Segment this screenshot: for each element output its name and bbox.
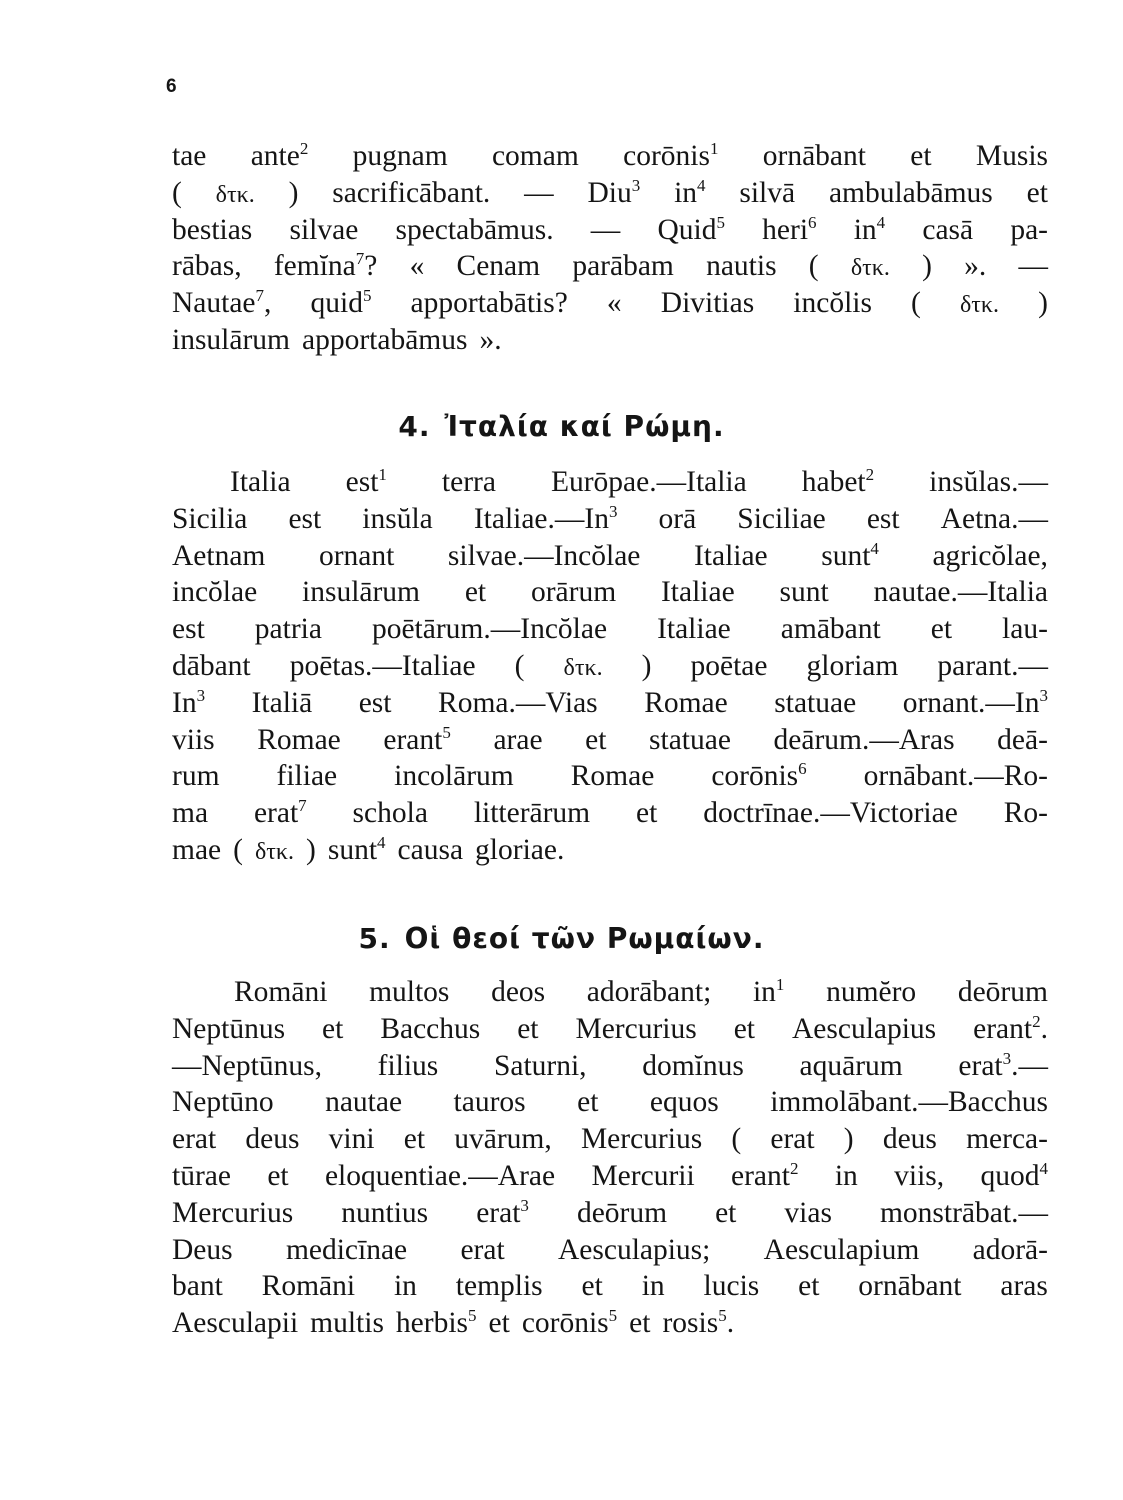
word: deus	[882, 1123, 937, 1156]
word: orā	[658, 502, 697, 535]
word: Quid$^5$	[657, 212, 725, 246]
word: corōnis$^5$	[521, 1306, 618, 1340]
word: tauros	[453, 1086, 526, 1119]
word: ornant	[318, 539, 395, 572]
word: ».	[964, 250, 987, 283]
text-line	[172, 1158, 1048, 1195]
word: et	[910, 140, 932, 172]
word: Diu$^3$	[587, 175, 641, 209]
word: adorābant;	[586, 976, 712, 1008]
word: et	[798, 1270, 820, 1303]
text-line	[172, 611, 1048, 648]
word: orārum	[530, 576, 617, 609]
section-5-paragraph	[172, 974, 1048, 1342]
word: bestias	[172, 213, 253, 246]
word: vias	[784, 1196, 832, 1229]
word: Bacchus	[380, 1012, 481, 1045]
word: adorā-	[972, 1233, 1048, 1266]
word: schola	[352, 797, 428, 830]
word: $in^4$	[853, 212, 886, 246]
word: Cenam	[456, 250, 541, 283]
word: Mercurius	[575, 1012, 697, 1045]
word: )	[288, 176, 299, 209]
word: doctrīnae.—Victoriae	[703, 797, 958, 830]
word: deōrum	[576, 1196, 668, 1229]
word: Eurōpae.—Italia	[550, 466, 747, 498]
text-line	[172, 974, 1048, 1011]
section-5-title: Οἱ θεοί τῶν Ρωμαίων.	[404, 922, 765, 955]
word: Divitias	[660, 287, 755, 320]
word: erant$^5$	[383, 722, 451, 756]
word: est	[172, 613, 205, 646]
word: casā	[922, 213, 974, 246]
word: statuae	[774, 686, 857, 719]
word: herbis$^5$	[395, 1306, 477, 1340]
intro-paragraph	[172, 138, 1048, 359]
word: nautis	[706, 250, 777, 283]
word: Sicilia	[172, 502, 248, 535]
text-line	[172, 574, 1048, 611]
word: Musis	[975, 140, 1048, 172]
word: eloquentiae.—Arae	[324, 1159, 556, 1192]
word: —	[590, 213, 621, 246]
section-4-paragraph	[172, 464, 1048, 869]
word: (	[172, 176, 182, 209]
word: (	[514, 649, 525, 682]
word: corōnis$^6$	[711, 759, 807, 793]
word: (	[911, 287, 921, 320]
word: medicīnae	[285, 1233, 408, 1266]
word: In$^3$	[172, 685, 206, 719]
text-line	[172, 1048, 1048, 1085]
word: insulārum	[172, 323, 290, 356]
word: mae	[172, 833, 222, 866]
word: insulārum	[302, 576, 421, 609]
word: δτκ.	[254, 838, 295, 865]
word: agricŏlae,	[932, 539, 1048, 572]
word: Italiā	[251, 686, 313, 719]
page-number: 6	[166, 76, 177, 97]
word: in	[641, 1270, 665, 1303]
word: Aetna.—	[940, 502, 1048, 535]
word: Italiae	[693, 539, 768, 572]
word: habet$^2$	[801, 465, 875, 498]
word: lau-	[1002, 613, 1048, 646]
word: uvārum,	[454, 1123, 552, 1156]
text-line	[172, 175, 1048, 212]
word: Aesculapius	[791, 1012, 937, 1045]
word: quod$^4$	[980, 1158, 1048, 1192]
word: —	[1018, 250, 1048, 283]
word: )	[1038, 287, 1048, 320]
word: Italiae	[660, 576, 735, 609]
section-5-number: 5.	[358, 922, 391, 955]
word: et	[488, 1307, 510, 1340]
word: insŭla	[362, 502, 433, 535]
word: Romāni	[234, 976, 328, 1008]
word: ante$^2$	[250, 139, 309, 172]
word: erat	[172, 1123, 217, 1156]
text-line	[172, 1232, 1048, 1269]
word: Aesculapii	[172, 1307, 299, 1340]
word: erat$^3$	[476, 1195, 529, 1229]
word: rābas,	[172, 250, 242, 283]
word: $in^4$	[674, 175, 706, 209]
word: Mercurius	[580, 1123, 703, 1156]
word: Neptūno	[172, 1086, 274, 1119]
text-line	[172, 138, 1048, 175]
word: pa-	[1010, 213, 1048, 246]
word: et	[636, 797, 658, 830]
word: «	[606, 287, 622, 320]
word: tūrae	[172, 1159, 231, 1192]
word: viis,	[894, 1159, 945, 1192]
word: et	[577, 1086, 599, 1119]
word: erant$^2$	[731, 1158, 799, 1192]
word: multos	[369, 976, 450, 1008]
word: poētārum.—Incŏlae	[371, 613, 608, 646]
word: incŏlis	[793, 287, 872, 320]
word: templis	[455, 1270, 543, 1303]
word: Ro-	[1003, 797, 1048, 830]
text-line	[172, 1195, 1048, 1232]
word: et	[267, 1159, 289, 1192]
word: nuntius	[341, 1196, 429, 1229]
word: Siciliae	[737, 502, 826, 535]
word: sunt$^4$	[327, 832, 386, 866]
word: deos	[491, 976, 546, 1008]
word: et	[464, 576, 487, 609]
word: causa	[397, 833, 464, 866]
word: incŏlae	[172, 576, 258, 609]
word: silvae	[289, 213, 359, 246]
word: et	[930, 613, 953, 646]
word: spectabāmus.	[395, 213, 554, 246]
word: nautae	[325, 1086, 403, 1119]
word: filius	[377, 1049, 439, 1082]
word: erat	[460, 1233, 505, 1266]
text-line	[172, 722, 1048, 759]
word: erat$^3$.—	[958, 1048, 1048, 1082]
text-line	[172, 795, 1048, 832]
word: erat	[770, 1123, 815, 1156]
section-4-number: 4.	[398, 410, 431, 443]
word: monstrābat.—	[879, 1196, 1048, 1229]
word: parābam	[572, 250, 674, 283]
word: poētas.—Italiae	[289, 649, 476, 682]
text-line	[172, 1121, 1048, 1158]
word: nautae.—Italia	[873, 576, 1048, 609]
word: apportabāmus	[302, 323, 468, 356]
word: comam	[491, 140, 579, 172]
word: arae	[493, 723, 543, 756]
word: et	[1026, 176, 1048, 209]
word: )	[306, 833, 316, 866]
text-line	[172, 1268, 1048, 1305]
word: dābant	[172, 649, 251, 682]
word: Romae	[570, 760, 655, 793]
word: rum	[172, 760, 220, 793]
word: et	[322, 1012, 344, 1045]
word: et	[581, 1270, 603, 1303]
word: immolābant.—Bacchus	[770, 1086, 1048, 1119]
word: viis	[172, 723, 215, 756]
word: statuae	[649, 723, 731, 756]
word: domĭnus	[642, 1049, 744, 1082]
text-line	[172, 501, 1048, 538]
text-line	[172, 248, 1048, 285]
word: ornant.—In$^3$	[902, 685, 1048, 719]
word: est	[288, 502, 322, 535]
word: ornābant	[858, 1270, 962, 1303]
section-4-title: Ἰταλία καί Ρώμη.	[444, 410, 725, 443]
word: et	[517, 1012, 539, 1045]
word: erat$^7$	[253, 796, 307, 830]
text-line	[172, 758, 1048, 795]
word: equos	[649, 1086, 719, 1119]
word: bant	[172, 1270, 223, 1303]
word: Romae	[644, 686, 728, 719]
word: est$^1$	[345, 465, 387, 498]
word: Neptūnus	[172, 1012, 286, 1045]
word: et	[403, 1123, 426, 1156]
word: terra	[441, 466, 496, 498]
word: heri$^6$	[762, 212, 817, 246]
word: )	[641, 649, 652, 682]
text-line	[172, 1305, 1048, 1342]
text-line	[172, 285, 1048, 322]
text-line	[172, 212, 1048, 249]
word: gloriae.	[475, 833, 565, 866]
word: femĭna$^7$?	[273, 249, 378, 283]
word: filiae	[276, 760, 338, 793]
word: sunt$^4$	[821, 538, 879, 572]
word: (	[808, 250, 819, 283]
word: )	[922, 250, 932, 283]
word: apportabātis?	[410, 287, 568, 320]
word: quid$^5$	[310, 286, 372, 320]
text-line	[172, 322, 1048, 359]
text-line	[172, 1084, 1048, 1121]
word: deōrum	[957, 976, 1048, 1008]
text-line	[172, 832, 1048, 869]
text-line	[172, 1011, 1048, 1048]
word: numĕro	[826, 976, 917, 1008]
word: —	[524, 176, 554, 209]
word: et	[715, 1196, 737, 1229]
word: Mercurii	[591, 1159, 695, 1192]
word: )	[843, 1123, 854, 1156]
word: Italiae	[657, 613, 731, 646]
word: «	[409, 250, 425, 283]
word: $in^1$	[752, 975, 785, 1008]
word: aquārum	[799, 1049, 903, 1082]
word: sunt	[779, 576, 829, 609]
word: ornābant.—Ro-	[863, 760, 1048, 793]
word: ambulabāmus	[828, 176, 993, 209]
word: tae	[172, 140, 207, 172]
word: est	[358, 686, 392, 719]
word: multis	[310, 1307, 384, 1340]
word: amābant	[780, 613, 881, 646]
word: silvae.—Incŏlae	[447, 539, 641, 572]
word: Italia	[230, 466, 291, 498]
word: (	[731, 1123, 742, 1156]
word: incolārum	[394, 760, 514, 793]
word: Saturni,	[493, 1049, 587, 1082]
section-5-heading	[0, 922, 1123, 955]
word: silvā	[739, 176, 796, 209]
word: Deus	[172, 1233, 233, 1266]
word: Romāni	[261, 1270, 356, 1303]
word: δτκ.	[563, 654, 603, 681]
word: corōnis$^1$	[623, 139, 719, 172]
word: est	[866, 502, 900, 535]
word: patria	[254, 613, 322, 646]
text-line	[172, 538, 1048, 575]
word: Romae	[257, 723, 341, 756]
text-line	[172, 464, 1048, 501]
word: Aesculapius;	[557, 1233, 711, 1266]
word: (	[233, 833, 243, 866]
word: poētae	[690, 649, 768, 682]
word: δτκ.	[215, 181, 255, 208]
word: merca-	[966, 1123, 1048, 1156]
section-4-heading	[0, 410, 1123, 443]
word: Nautae$^7$,	[172, 286, 272, 320]
word: ».	[479, 323, 502, 356]
word: ornābant	[762, 140, 866, 172]
word: et	[733, 1012, 755, 1045]
word: deā-	[997, 723, 1048, 756]
word: pugnam	[352, 140, 448, 172]
text-line	[172, 648, 1048, 685]
word: insŭlas.—	[929, 466, 1048, 498]
word: δτκ.	[850, 255, 890, 282]
word: litterārum	[473, 797, 591, 830]
word: rosis$^5$.	[662, 1306, 735, 1340]
word: et	[629, 1307, 651, 1340]
word: Aetnam	[172, 539, 266, 572]
word: —Neptūnus,	[172, 1049, 322, 1082]
word: Mercurius	[172, 1196, 294, 1229]
word: erant$^2$.	[973, 1011, 1048, 1045]
word: gloriam	[806, 649, 899, 682]
word: vini	[328, 1123, 375, 1156]
word: aras	[1000, 1270, 1048, 1303]
word: sacrificābant.	[332, 176, 491, 209]
word: Italiae.—In$^3$	[473, 501, 618, 535]
word: Roma.—Vias	[438, 686, 598, 719]
word: δτκ.	[959, 292, 1000, 319]
word: in	[393, 1270, 417, 1303]
word: in	[834, 1159, 858, 1192]
word: deārum.—Aras	[773, 723, 955, 756]
word: deus	[245, 1123, 300, 1156]
word: lucis	[703, 1270, 760, 1303]
word: ma	[172, 797, 209, 830]
text-line	[172, 685, 1048, 722]
word: et	[585, 723, 607, 756]
word: Aesculapium	[763, 1233, 920, 1266]
word: parant.—	[937, 649, 1048, 682]
